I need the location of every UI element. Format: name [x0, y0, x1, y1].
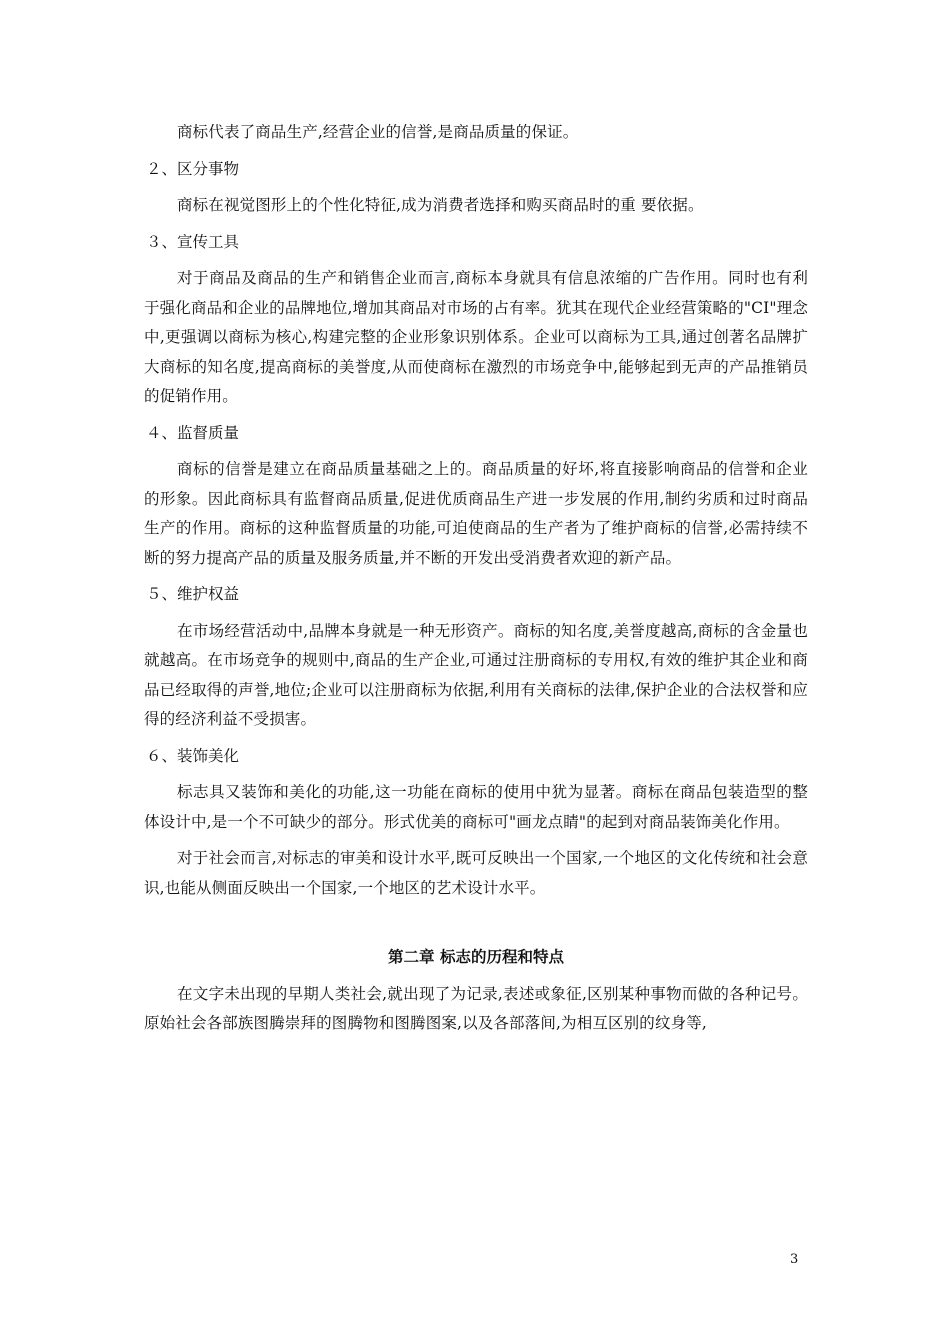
paragraph-quality: 商标的信誉是建立在商品质量基础之上的。商品质量的好坏,将直接影响商品的信誉和企业的形象。因此商标具有监督商品质量,促进优质商品生产进一步发展的作用,制约劣质和过时商品生产的作用。商标的这种监督质量的功能,可迫使商品的生产者为了维护商标的信誉,必需持续不断的努力提高产品的质量及服务质量,并不断的开发出受消费者欢迎的新产品。 [144, 460, 808, 567]
page-content [144, 118, 808, 1046]
paragraph-decoration: 标志具又装饰和美化的功能,这一功能在商标的使用中犹为显著。商标在商品包装造型的整体设计中,是一个不可缺少的部分。形式优美的商标可"画龙点睛"的起到对商品装饰美化作用。 [144, 783, 808, 831]
heading-promotion: ３、宣传工具 [146, 232, 240, 251]
paragraph-trust: 商标代表了商品生产,经营企业的信誉,是商品质量的保证。 [177, 123, 579, 141]
paragraph-society: 对于社会而言,对标志的审美和设计水平,既可反映出一个国家,一个地区的文化传统和社会意识,也能从侧面反映出一个国家,一个地区的艺术设计水平。 [144, 849, 808, 897]
heading-rights: ５、维护权益 [146, 585, 240, 603]
paragraph-history: 在文字未出现的早期人类社会,就出现了为记录,表述或象征,区别某种事物而做的各种记号。原始社会各部族图腾崇拜的图腾物和图腾图案,以及各部落间,为相互区别的纹身等, [144, 984, 808, 1032]
heading-distinguish: ２、区分事物 [146, 159, 240, 178]
chapter-title: 第二章 标志的历程和特点 [388, 948, 564, 966]
page-number: 3 [790, 1252, 799, 1267]
paragraph-promotion: 对于商品及商品的生产和销售企业而言,商标本身就具有信息浓缩的广告作用。同时也有利于强化商品和企业的品牌地位,增加其商品对市场的占有率。犹其在现代企业经营策略的"CI"理念中,更强调以商标为核心,构建完整的企业形象识别体系。企业可以商标为工具,通过创著名品牌扩大商标的知名度,提高商标的美誉度,从而使商标在激烈的市场竞争中,能够起到无声的产品推销员的促销作用。 [144, 269, 808, 405]
paragraph-distinguish: 商标在视觉图形上的个性化特征,成为消费者选择和购买商品时的重 要依据。 [177, 196, 704, 214]
paragraph-rights: 在市场经营活动中,品牌本身就是一种无形资产。商标的知名度,美誉度越高,商标的含金量也就越高。在市场竞争的规则中,商品的生产企业,可通过注册商标的专用权,有效的维护其企业和商品已经取得的声誉,地位;企业可以注册商标为依据,利用有关商标的法律,保护企业的合法权誉和应得的经济利益不受损害。 [144, 621, 808, 728]
heading-quality: ４、监督质量 [146, 423, 240, 442]
heading-decoration: ６、装饰美化 [146, 746, 240, 765]
